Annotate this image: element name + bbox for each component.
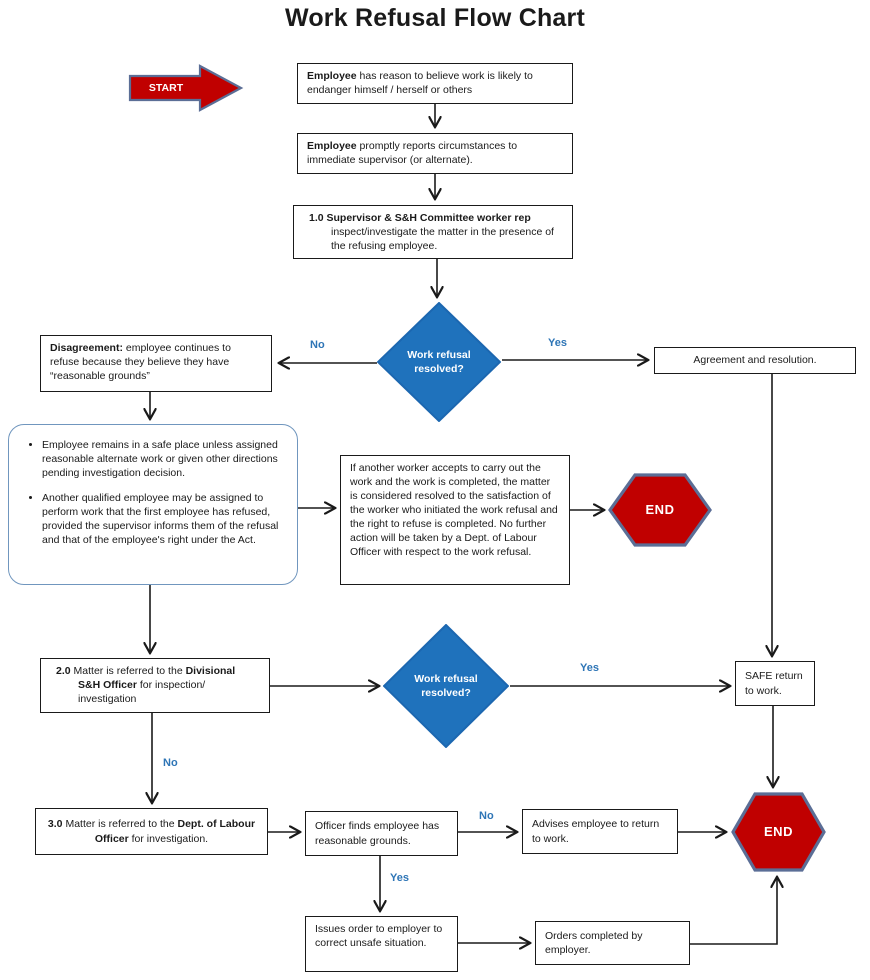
node-another-worker-text: If another worker accepts to carry out the work and the work is completed, the matter is considered resolved to the satisfaction of the worker who initiated the work refusal and the right to refuse is completed. No further action will be taken by a Dept. of Labour Officer with respect to the work refusal. xyxy=(350,462,558,559)
decision2-work-refusal-resolved xyxy=(383,624,509,748)
node-issues-order-text: Issues order to employer to correct unsafe situation. xyxy=(315,923,443,950)
node-safe-place-rules xyxy=(8,424,298,585)
end1-label: END xyxy=(645,502,675,518)
node-step1-inspect xyxy=(293,205,573,259)
node-advises-return xyxy=(522,809,678,854)
node-officer-finds xyxy=(305,811,458,856)
node-step3-dept-labour xyxy=(35,808,268,855)
node-employee-reports xyxy=(297,133,573,174)
node-agreement-text: Agreement and resolution. xyxy=(693,354,817,367)
decision1-work-refusal-resolved xyxy=(377,302,501,422)
edge-label-yes-3: Yes xyxy=(390,872,409,884)
end-node-2 xyxy=(731,792,826,872)
node-agreement xyxy=(654,347,856,374)
safe-place-bullet-list xyxy=(18,438,288,547)
page-title: Work Refusal Flow Chart xyxy=(284,4,585,32)
node-step2-text xyxy=(50,664,260,706)
bullet-item: • Another qualified employee may be assigned to perform work that the first employee has refused, provided the supervisor informs them of the refusal and that of the employee's right under the Act. xyxy=(42,491,284,547)
text-part: employee continues to refuse because they believe they have “reasonable grounds” xyxy=(50,342,231,383)
end-node-1 xyxy=(608,473,712,547)
node-employee-believes xyxy=(297,63,573,104)
text-part: inspect/investigate the matter in the presence of the refusing employee. xyxy=(331,226,554,253)
node-advises-return-text: Advises employee to return to work. xyxy=(532,818,660,845)
text-part: 2.0 xyxy=(56,665,71,677)
node-step1-text xyxy=(303,211,563,253)
text-part: for inspection/ investigation xyxy=(78,679,206,706)
edge-label-no-2: No xyxy=(163,757,178,769)
node-disagreement xyxy=(40,335,272,392)
text-part: has reason to believe work is likely to endanger himself / herself or others xyxy=(307,70,533,97)
text-part: for investigation. xyxy=(128,832,209,845)
edge-label-yes-1: Yes xyxy=(548,337,567,349)
text-part: Employee xyxy=(307,140,357,152)
text-part: Employee xyxy=(307,70,357,82)
decision1-label: Work refusal resolved? xyxy=(407,348,471,375)
edge-label-yes-2: Yes xyxy=(580,662,599,674)
text-part: Divisional S&H Officer xyxy=(78,665,236,692)
text-part: promptly reports circumstances to immediate supervisor (or alternate). xyxy=(307,140,518,167)
node-step3-text xyxy=(45,817,258,845)
end2-label: END xyxy=(764,824,793,840)
bullet-item: • Employee remains in a safe place unless assigned reasonable alternate work or given other directions pending investigation decision. xyxy=(42,438,284,480)
node-another-worker xyxy=(340,455,570,585)
text-part: 3.0 xyxy=(47,818,63,831)
text-part: 1.0 Supervisor & S&H Committee worker rep xyxy=(309,212,531,224)
node-disagreement-text xyxy=(50,341,262,383)
text-part: Matter is referred to the xyxy=(70,665,186,677)
text-part: Disagreement: xyxy=(50,342,123,354)
node-orders-completed-text: Orders completed by employer. xyxy=(545,929,643,956)
text-part: Matter is referred to the xyxy=(62,818,178,831)
node-employee-believes-text xyxy=(307,69,563,97)
text-part: Dept. of Labour Officer xyxy=(94,818,256,845)
node-issues-order xyxy=(305,916,458,972)
node-step2-divisional xyxy=(40,658,270,713)
node-employee-reports-text xyxy=(307,139,563,167)
node-orders-completed xyxy=(535,921,690,965)
edge-label-no-1: No xyxy=(310,339,325,351)
node-officer-finds-text: Officer finds employee has reasonable grounds. xyxy=(315,820,440,847)
start-label: START xyxy=(148,81,184,94)
edge-label-no-3: No xyxy=(479,810,494,822)
start-node xyxy=(128,64,244,112)
node-safe-return xyxy=(735,661,815,706)
decision2-label: Work refusal resolved? xyxy=(414,672,478,699)
connector-orders-to-end2 xyxy=(690,878,777,944)
node-safe-return-text: SAFE return to work. xyxy=(745,670,803,697)
